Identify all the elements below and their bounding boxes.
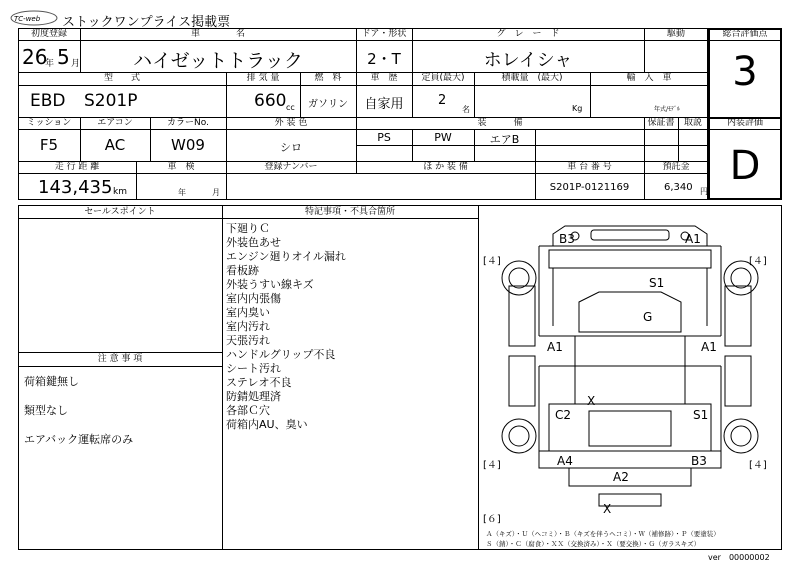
list-item: 外装うすい線キズ <box>226 278 314 291</box>
load-label: 積載量 (最大) <box>501 73 563 83</box>
model-value: S201P <box>84 91 138 111</box>
capacity-unit: 名 <box>462 105 470 114</box>
list-item: 看板跡 <box>226 264 259 277</box>
version-text: ver 00000002 <box>708 553 770 562</box>
list-item: 外装色あせ <box>226 236 281 249</box>
capacity-value: 2 <box>438 93 447 108</box>
car-name-value: ハイゼットトラック <box>133 50 303 72</box>
damage-mark: G <box>643 310 653 324</box>
list-item: ハンドルグリップ不良 <box>226 348 336 361</box>
list-item: 室内臭い <box>226 306 270 319</box>
displacement-label: 排 気 量 <box>246 73 280 83</box>
damage-mark: A1 <box>547 340 563 354</box>
list-item: エンジン廻りオイル漏れ <box>226 250 346 263</box>
displacement-value: 660 <box>254 91 287 111</box>
list-item: 各部Ｃ穴 <box>226 404 270 417</box>
form-title: ストックワンプライス掲載票 <box>62 15 231 30</box>
list-item: シート汚れ <box>226 362 281 375</box>
damage-mark: A2 <box>613 470 629 484</box>
list-item: 下廻りＣ <box>226 222 270 235</box>
first-reg-month: 5 <box>57 45 70 69</box>
inspection-month-unit: 月 <box>212 188 220 197</box>
equip-pw: PW <box>434 131 452 144</box>
damage-mark: A1 <box>701 340 717 354</box>
deposit-label: 預託金 <box>662 162 690 172</box>
history-value: 自家用 <box>364 97 404 112</box>
list-item: 室内汚れ <box>226 320 270 333</box>
fuel-label: 燃 料 <box>314 73 342 83</box>
deposit-value: 6,340 <box>664 182 693 193</box>
reg-plate-label: 登録ナンバー <box>264 162 318 172</box>
first-reg-year-unit: 年 <box>45 59 55 69</box>
caution-label: 注 意 事 項 <box>97 354 143 364</box>
mission-label: ミッション <box>26 118 72 128</box>
chassis-no-label: 車 台 番 号 <box>567 162 612 172</box>
interior-score-label: 内装評価 <box>726 118 763 128</box>
equip-ps: PS <box>377 131 391 144</box>
list-item: 天張汚れ <box>226 334 270 347</box>
displacement-unit: cc <box>286 103 295 112</box>
damage-mark: X <box>587 394 596 408</box>
import-model-year: 年式/ﾓﾃﾞﾙ <box>654 106 681 113</box>
color-no-value: W09 <box>171 136 205 154</box>
inspection-year-unit: 年 <box>178 188 186 197</box>
mileage-unit: km <box>113 187 127 197</box>
warranty-label: 保証書 <box>647 118 675 128</box>
damage-mark: S1 <box>649 276 665 290</box>
model-label: 型 式 <box>103 73 140 83</box>
logo-swoosh-icon <box>8 8 60 28</box>
damage-mark: A4 <box>557 454 573 468</box>
caution-item: 類型なし <box>24 404 68 417</box>
diagram-bracket-rear-right: [４] <box>749 460 767 471</box>
diagram-bracket-front-right: [４] <box>749 256 767 267</box>
exterior-color-label: 外 装 色 <box>274 118 308 128</box>
logo <box>8 8 60 28</box>
list-item: 室内内張傷 <box>226 292 281 305</box>
special-notes-list <box>226 222 474 432</box>
list-item: 防錆処理済 <box>226 390 281 403</box>
damage-mark: A1 <box>685 232 701 246</box>
caution-item: 荷箱鍵無し <box>24 375 79 388</box>
history-label: 車 歴 <box>370 73 398 83</box>
manual-label: 取説 <box>683 118 702 128</box>
interior-score-value: D <box>729 143 761 189</box>
legend-line-1: Ａ（キズ）・Ｕ（ヘコミ）・Ｂ（キズを伴うヘコミ）・Ｗ（補修跡）・Ｐ（要塗装） <box>486 530 720 538</box>
damage-mark: B3 <box>559 232 575 246</box>
mileage-label: 走 行 距 離 <box>54 162 100 172</box>
special-notes-label: 特記事項・不具合箇所 <box>304 207 395 217</box>
model-prefix-value: EBD <box>30 91 66 111</box>
first-reg-year: 26 <box>22 45 48 69</box>
mission-value: F5 <box>39 136 59 154</box>
load-unit: Kg <box>572 104 583 113</box>
damage-mark: C2 <box>555 408 572 422</box>
drive-label: 駆動 <box>666 29 685 39</box>
capacity-label: 定員(最大) <box>421 73 465 83</box>
deposit-unit: 円 <box>700 187 708 196</box>
total-score-value: 3 <box>732 49 758 95</box>
damage-mark: X <box>603 502 612 516</box>
diagram-bracket-bottom: [６] <box>483 514 501 525</box>
import-label: 輸 入 車 <box>626 73 672 83</box>
fuel-value: ガソリン <box>308 99 348 110</box>
other-equipment-label: ほ か 装 備 <box>423 162 468 172</box>
grade-label: グ レ ー ド <box>496 29 560 39</box>
first-reg-label: 初度登録 <box>30 29 67 39</box>
diagram-bracket-rear-left: [４] <box>483 460 501 471</box>
exterior-color-value: シロ <box>280 141 302 154</box>
damage-mark: B3 <box>691 454 707 468</box>
first-reg-month-unit: 月 <box>71 59 81 69</box>
equipment-label: 装 備 <box>477 118 523 128</box>
total-score-label: 総合評価点 <box>722 29 768 39</box>
grade-value: ホレイシャ <box>483 50 573 71</box>
mileage-value: 143,435 <box>38 177 113 198</box>
sales-point-label: セールスポイント <box>84 207 156 217</box>
logo-text: TC-web <box>14 15 41 23</box>
color-no-label: カラーNo. <box>167 118 209 128</box>
door-shape-label: ドア・形状 <box>361 29 407 39</box>
legend-line-2: Ｓ（錆）・Ｃ（腐食）・ＸＸ（交換済み）・Ｘ（要交換）・Ｇ（ガラスキズ） <box>486 540 701 548</box>
aircon-label: エアコン <box>97 118 133 128</box>
damage-mark: S1 <box>693 408 709 422</box>
list-item: 荷箱内AU、臭い <box>226 418 308 431</box>
car-name-label: 車 名 <box>190 29 245 39</box>
diagram-bracket-front-left: [４] <box>483 256 501 267</box>
door-shape-value: 2・T <box>367 50 401 68</box>
equip-airbag: エアB <box>489 133 520 146</box>
inspection-label: 車 検 <box>167 162 195 172</box>
list-item: ステレオ不良 <box>226 376 292 389</box>
car-damage-diagram <box>479 206 781 526</box>
caution-item: エアバック運転席のみ <box>24 433 134 446</box>
chassis-no-value: S201P-0121169 <box>549 182 630 193</box>
aircon-value: AC <box>104 136 126 154</box>
